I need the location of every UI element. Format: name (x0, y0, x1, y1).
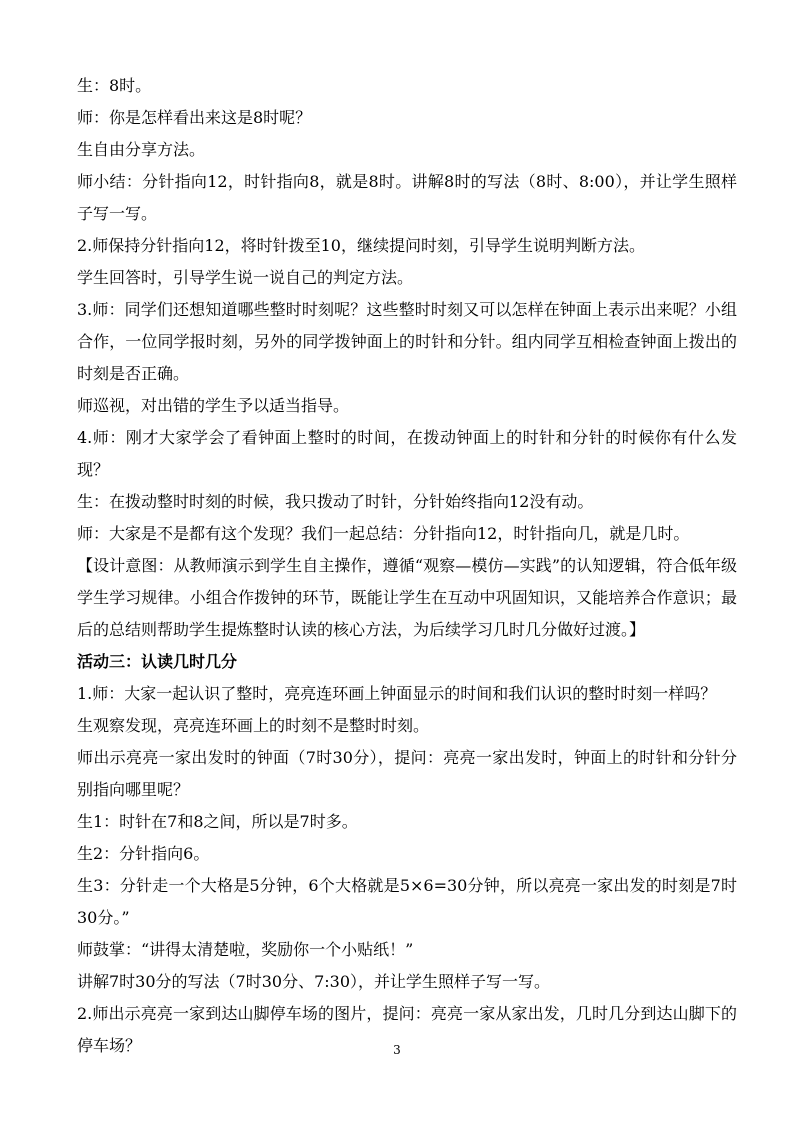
paragraph: 生：在拨动整时时刻的时候，我只拨动了时针，分针始终指向12没有动。 (77, 492, 594, 511)
paragraph: 师小结：分针指向12，时针指向8，就是8时。讲解8时的写法（8时、8:00），并让学生照样子写一写。 (77, 172, 737, 223)
paragraph: 生自由分享方法。 (77, 140, 206, 159)
paragraph: 师巡视，对出错的学生予以适当指导。 (77, 396, 350, 415)
paragraph: 生2：分针指向6。 (77, 844, 210, 863)
section-heading: 活动三：认读几时几分 (77, 652, 238, 671)
paragraph: 生：8时。 (77, 76, 152, 95)
paragraph: 3.师：同学们还想知道哪些整时时刻呢？这些整时时刻又可以怎样在钟面上表示出来呢？小组合作，一位同学报时刻，另外的同学拨钟面上的时针和分针。组内同学互相检查钟面上拨出的时刻是否正确。 (77, 300, 737, 383)
paragraph: 1.师：大家一起认识了整时，亮亮连环画上钟面显示的时间和我们认识的整时时刻一样吗？ (77, 684, 717, 703)
page-number: 3 (393, 1043, 401, 1057)
paragraph: 生3：分针走一个大格是5分钟，6个大格就是5×6=30分钟，所以亮亮一家出发的时刻是7时30分。” (77, 876, 737, 927)
paragraph: 讲解7时30分的写法（7时30分、7:30），并让学生照样子写一写。 (77, 972, 551, 991)
paragraph: 师：大家是不是都有这个发现？我们一起总结：分针指向12，时针指向几，就是几时。 (77, 524, 690, 543)
paragraph: 师鼓掌：“讲得太清楚啦，奖励你一个小贴纸！” (77, 940, 414, 959)
paragraph: 4.师：刚才大家学会了看钟面上整时的时间，在拨动钟面上的时针和分针的时候你有什么发现？ (77, 428, 737, 479)
paragraph: 2.师出示亮亮一家到达山脚停车场的图片，提问：亮亮一家从家出发，几时几分到达山脚下的停车场？ (77, 1004, 737, 1055)
paragraph: 师：你是怎样看出来这是8时呢？ (77, 108, 312, 127)
paragraph: 生1：时针在7和8之间，所以是7时多。 (77, 812, 358, 831)
paragraph: 师出示亮亮一家出发时的钟面（7时30分），提问：亮亮一家出发时，钟面上的时针和分针分别指向哪里呢？ (77, 748, 737, 799)
paragraph: 2.师保持分针指向12，将时针拨至10，继续提问时刻，引导学生说明判断方法。 (77, 236, 645, 255)
design-intent-note: 【设计意图：从教师演示到学生自主操作，遵循“观察—模仿—实践”的认知逻辑，符合低年级学生学习规律。小组合作拨钟的环节，既能让学生在互动中巩固知识，又能培养合作意识；最后的总结则帮助学生提炼整时认读的核心方法，为后续学习几时几分做好过渡。】 (77, 556, 737, 639)
paragraph: 生观察发现，亮亮连环画上的时刻不是整时时刻。 (77, 716, 430, 735)
document-body (77, 70, 737, 1062)
paragraph: 学生回答时，引导学生说一说自己的判定方法。 (77, 268, 414, 287)
